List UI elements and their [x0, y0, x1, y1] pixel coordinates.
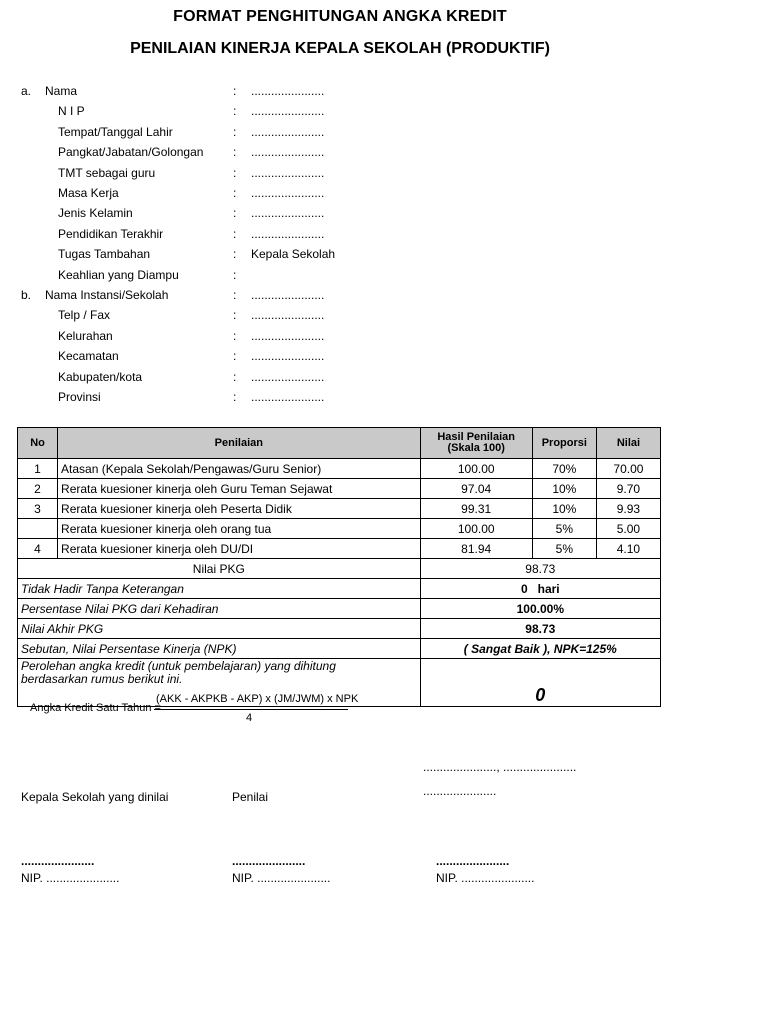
- header-proporsi: Proporsi: [532, 428, 596, 459]
- header-penilaian: Penilaian: [58, 428, 421, 459]
- identity-colon: :: [233, 145, 237, 160]
- table-row: [18, 479, 661, 499]
- identity-label: Nama: [45, 84, 78, 98]
- identity-colon: :: [233, 267, 237, 282]
- identity-row: [21, 123, 421, 141]
- identity-row: [21, 388, 421, 406]
- nilai-pkg-value: 98.73: [420, 559, 660, 579]
- row-proporsi: 10%: [532, 499, 596, 519]
- place-date-line2: ......................: [423, 784, 497, 798]
- table-header-row: [18, 428, 661, 459]
- identity-value: ......................: [251, 349, 325, 364]
- identity-value: ......................: [251, 226, 325, 241]
- identity-colon: :: [233, 124, 237, 139]
- identity-row: [21, 347, 421, 365]
- row-penilaian: Rerata kuesioner kinerja oleh Guru Teman Sejawat: [58, 479, 421, 499]
- table-row: [18, 499, 661, 519]
- row-proporsi: 70%: [532, 459, 596, 479]
- identity-value: ......................: [251, 165, 325, 180]
- signature-nip-2: NIP. ......................: [232, 871, 331, 885]
- identity-label: Kabupaten/kota: [58, 369, 143, 384]
- row-nilai: 4.10: [596, 539, 660, 559]
- row-hasil: 99.31: [420, 499, 532, 519]
- identity-label: Kecamatan: [58, 349, 119, 364]
- row-no: 1: [18, 459, 58, 479]
- place-date: ......................, ......................: [423, 760, 577, 774]
- identity-value: ......................: [251, 390, 325, 404]
- angka-kredit-row: [18, 659, 661, 707]
- identity-value: ......................: [251, 84, 325, 98]
- nilai-pkg-row: [18, 559, 661, 579]
- identity-value: ......................: [251, 288, 325, 302]
- formula-numerator: (AKK - AKPKB - AKP) x (JM/JWM) x NPK: [156, 693, 359, 705]
- identity-label: Keahlian yang Diampu: [58, 267, 179, 282]
- row-penilaian: Rerata kuesioner kinerja oleh orang tua: [58, 519, 421, 539]
- identity-label: Masa Kerja: [58, 186, 119, 200]
- nilai-akhir-row: [18, 619, 661, 639]
- sebutan-value: ( Sangat Baik ), NPK=125%: [420, 639, 660, 659]
- row-hasil: 100.00: [420, 519, 532, 539]
- identity-value: ......................: [251, 369, 325, 384]
- identity-colon: :: [233, 206, 237, 221]
- sebutan-label: Sebutan, Nilai Persentase Kinerja (NPK): [18, 639, 421, 659]
- identity-value: ......................: [251, 186, 325, 200]
- identity-value: ......................: [251, 308, 325, 323]
- persentase-value: 100.00%: [420, 599, 660, 619]
- identity-colon: :: [233, 247, 237, 262]
- identity-row: [21, 368, 421, 386]
- identity-value: Kepala Sekolah: [251, 247, 336, 262]
- header-hasil: [420, 428, 532, 459]
- identity-label: N I P: [58, 104, 85, 119]
- identity-row: [21, 204, 421, 222]
- identity-value: ......................: [251, 328, 325, 343]
- table-row: [18, 459, 661, 479]
- identity-colon: :: [233, 349, 237, 364]
- tidak-hadir-label: Tidak Hadir Tanpa Keterangan: [18, 579, 421, 599]
- identity-marker: a.: [21, 84, 32, 98]
- header-hasil-line2: (Skala 100): [447, 442, 505, 454]
- identity-label: Tempat/Tanggal Lahir: [58, 124, 173, 139]
- identity-row: [21, 164, 421, 182]
- header-no: No: [18, 428, 58, 459]
- identity-colon: :: [233, 390, 237, 404]
- perolehan-line2: berdasarkan rumus berikut ini.: [21, 672, 183, 686]
- identity-marker: b.: [21, 288, 32, 302]
- nilai-akhir-label: Nilai Akhir PKG: [18, 619, 421, 639]
- header-nilai: Nilai: [596, 428, 660, 459]
- identity-label: Nama Instansi/Sekolah: [45, 288, 169, 302]
- row-penilaian: Rerata kuesioner kinerja oleh Peserta Didik: [58, 499, 421, 519]
- formula-lhs: Angka Kredit Satu Tahun =: [30, 702, 161, 714]
- row-nilai: 9.70: [596, 479, 660, 499]
- signature-name-3: ......................: [436, 854, 510, 868]
- row-nilai: 70.00: [596, 459, 660, 479]
- signature-nip-1: NIP. ......................: [21, 871, 120, 885]
- identity-colon: :: [233, 84, 237, 98]
- identity-colon: :: [233, 308, 237, 323]
- kepsek-label: Kepala Sekolah yang dinilai: [21, 790, 169, 804]
- identity-label: TMT sebagai guru: [58, 165, 156, 180]
- identity-colon: :: [233, 186, 237, 200]
- identity-row: [21, 143, 421, 161]
- row-penilaian: Rerata kuesioner kinerja oleh DU/DI: [58, 539, 421, 559]
- perolehan-line1: Perolehan angka kredit (untuk pembelajaran) yang dihitung: [21, 659, 336, 673]
- nilai-akhir-value: 98.73: [420, 619, 660, 639]
- persentase-label: Persentase Nilai PKG dari Kehadiran: [18, 599, 421, 619]
- identity-label: Pendidikan Terakhir: [58, 226, 164, 241]
- header-hasil-line1: Hasil Penilaian: [437, 431, 516, 443]
- nilai-pkg-label: Nilai PKG: [18, 559, 421, 579]
- table-row: [18, 539, 661, 559]
- identity-row: [21, 82, 421, 100]
- sebutan-row: [18, 639, 661, 659]
- identity-label: Jenis Kelamin: [58, 206, 133, 221]
- signature-name-1: ......................: [21, 854, 95, 868]
- form-title-line2: PENILAIAN KINERJA KEPALA SEKOLAH (PRODUKTIF): [130, 40, 550, 57]
- persentase-row: [18, 599, 661, 619]
- row-proporsi: 10%: [532, 479, 596, 499]
- row-no: 2: [18, 479, 58, 499]
- formula-cell: [18, 659, 421, 724]
- identity-label: Provinsi: [58, 390, 101, 404]
- row-hasil: 100.00: [420, 459, 532, 479]
- identity-value: ......................: [251, 124, 325, 139]
- identity-row: [21, 306, 421, 324]
- identity-colon: :: [233, 328, 237, 343]
- signature-nip-3: NIP. ......................: [436, 871, 535, 885]
- row-nilai: 9.93: [596, 499, 660, 519]
- identity-value: ......................: [251, 206, 325, 221]
- signature-name-2: ......................: [232, 854, 306, 868]
- identity-row: [21, 245, 421, 263]
- tidak-hadir-value: 0 hari: [420, 579, 660, 599]
- identity-row: [21, 225, 421, 243]
- identity-row: [21, 184, 421, 202]
- row-no: [18, 519, 58, 539]
- row-penilaian: Atasan (Kepala Sekolah/Pengawas/Guru Senior): [58, 459, 421, 479]
- row-no: 3: [18, 499, 58, 519]
- row-hasil: 97.04: [420, 479, 532, 499]
- row-hasil: 81.94: [420, 539, 532, 559]
- score-rows: [18, 459, 661, 559]
- tidak-hadir-row: [18, 579, 661, 599]
- identity-value: ......................: [251, 145, 325, 160]
- assessment-table: [17, 427, 661, 724]
- identity-row: [21, 266, 421, 284]
- identity-row: [21, 286, 421, 304]
- identity-colon: :: [233, 165, 237, 180]
- penilai-label: Penilai: [232, 790, 269, 804]
- identity-value: ......................: [251, 104, 325, 119]
- formula-fraction-bar: [154, 709, 348, 710]
- identity-colon: :: [233, 226, 237, 241]
- formula-denominator: 4: [246, 712, 253, 724]
- identity-label: Tugas Tambahan: [58, 247, 151, 262]
- identity-label: Pangkat/Jabatan/Golongan: [58, 145, 204, 160]
- identity-colon: :: [233, 369, 237, 384]
- row-nilai: 5.00: [596, 519, 660, 539]
- row-proporsi: 5%: [532, 519, 596, 539]
- identity-label: Kelurahan: [58, 328, 113, 343]
- form-title-line1: FORMAT PENGHITUNGAN ANGKA KREDIT: [173, 8, 507, 25]
- identity-row: [21, 327, 421, 345]
- row-no: 4: [18, 539, 58, 559]
- identity-row: [21, 102, 421, 120]
- row-proporsi: 5%: [532, 539, 596, 559]
- angka-kredit-value: 0: [420, 659, 660, 707]
- identity-label: Telp / Fax: [58, 308, 111, 323]
- table-row: [18, 519, 661, 539]
- identity-colon: :: [233, 104, 237, 119]
- identity-colon: :: [233, 288, 237, 302]
